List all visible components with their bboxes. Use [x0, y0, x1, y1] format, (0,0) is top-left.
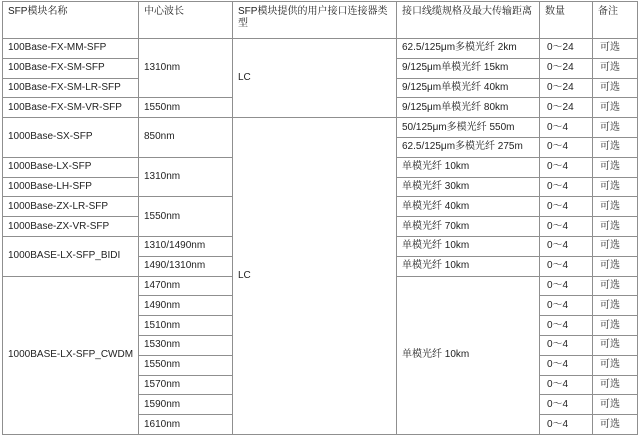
module-name-cell: 1000Base-SX-SFP: [3, 118, 139, 158]
cable-spec-cell: 62.5/125μm多模光纤 2km: [397, 39, 540, 59]
module-name-cell: 100Base-FX-SM-LR-SFP: [3, 78, 139, 98]
header-center-wavelength: 中心波长: [139, 2, 233, 39]
connector-type-cell: LC: [233, 39, 397, 118]
remark-cell: 可选: [593, 316, 638, 336]
cable-spec-cell: 单模光纤 10km: [397, 256, 540, 276]
wavelength-cell: 1570nm: [139, 375, 233, 395]
module-name-cell: 1000Base-ZX-LR-SFP: [3, 197, 139, 217]
module-name-cell: 1000Base-ZX-VR-SFP: [3, 217, 139, 237]
quantity-cell: 0～24: [540, 39, 593, 59]
cable-spec-cell: 单模光纤 10km: [397, 276, 540, 434]
cable-spec-cell: 50/125μm多模光纤 550m: [397, 118, 540, 138]
header-cable-spec-distance: 接口线缆规格及最大传输距离: [397, 2, 540, 39]
wavelength-cell: 1490/1310nm: [139, 256, 233, 276]
remark-cell: 可选: [593, 236, 638, 256]
wavelength-cell: 1590nm: [139, 395, 233, 415]
quantity-cell: 0～24: [540, 78, 593, 98]
module-name-cell: 1000Base-LX-SFP: [3, 157, 139, 177]
cable-spec-cell: 单模光纤 10km: [397, 157, 540, 177]
quantity-cell: 0～24: [540, 58, 593, 78]
sfp-spec-table: [2, 1, 638, 435]
quantity-cell: 0～24: [540, 98, 593, 118]
wavelength-cell: 1530nm: [139, 335, 233, 355]
cable-spec-cell: 9/125μm单模光纤 40km: [397, 78, 540, 98]
table-row: [3, 39, 638, 59]
remark-cell: 可选: [593, 197, 638, 217]
remark-cell: 可选: [593, 78, 638, 98]
module-name-cell: 1000Base-LH-SFP: [3, 177, 139, 197]
header-remark: 备注: [593, 2, 638, 39]
remark-cell: 可选: [593, 98, 638, 118]
quantity-cell: 0～4: [540, 335, 593, 355]
remark-cell: 可选: [593, 415, 638, 435]
quantity-cell: 0～4: [540, 236, 593, 256]
wavelength-cell: 1550nm: [139, 355, 233, 375]
header-module-name: SFP模块名称: [3, 2, 139, 39]
quantity-cell: 0～4: [540, 395, 593, 415]
quantity-cell: 0～4: [540, 276, 593, 296]
header-connector-type: SFP模块提供的用户接口连接器类型: [233, 2, 397, 39]
remark-cell: 可选: [593, 157, 638, 177]
cable-spec-cell: 9/125μm单模光纤 15km: [397, 58, 540, 78]
cable-spec-cell: 62.5/125μm多模光纤 275m: [397, 137, 540, 157]
wavelength-cell: 850nm: [139, 118, 233, 158]
remark-cell: 可选: [593, 296, 638, 316]
remark-cell: 可选: [593, 137, 638, 157]
wavelength-cell: 1610nm: [139, 415, 233, 435]
quantity-cell: 0～4: [540, 375, 593, 395]
cable-spec-cell: 9/125μm单模光纤 80km: [397, 98, 540, 118]
cable-spec-cell: 单模光纤 10km: [397, 236, 540, 256]
quantity-cell: 0～4: [540, 316, 593, 336]
connector-type-cell: LC: [233, 118, 397, 435]
wavelength-cell: 1310nm: [139, 157, 233, 197]
remark-cell: 可选: [593, 256, 638, 276]
remark-cell: 可选: [593, 118, 638, 138]
remark-cell: 可选: [593, 177, 638, 197]
quantity-cell: 0～4: [540, 118, 593, 138]
remark-cell: 可选: [593, 355, 638, 375]
quantity-cell: 0～4: [540, 296, 593, 316]
remark-cell: 可选: [593, 58, 638, 78]
remark-cell: 可选: [593, 39, 638, 59]
remark-cell: 可选: [593, 276, 638, 296]
cable-spec-cell: 单模光纤 30km: [397, 177, 540, 197]
quantity-cell: 0～4: [540, 197, 593, 217]
wavelength-cell: 1310nm: [139, 39, 233, 98]
remark-cell: 可选: [593, 375, 638, 395]
wavelength-cell: 1470nm: [139, 276, 233, 296]
module-name-cell: 100Base-FX-MM-SFP: [3, 39, 139, 59]
module-name-cell: 1000BASE-LX-SFP_CWDM: [3, 276, 139, 434]
wavelength-cell: 1310/1490nm: [139, 236, 233, 256]
remark-cell: 可选: [593, 395, 638, 415]
module-name-cell: 1000BASE-LX-SFP_BIDI: [3, 236, 139, 276]
quantity-cell: 0～4: [540, 355, 593, 375]
cable-spec-cell: 单模光纤 70km: [397, 217, 540, 237]
quantity-cell: 0～4: [540, 217, 593, 237]
module-name-cell: 100Base-FX-SM-SFP: [3, 58, 139, 78]
remark-cell: 可选: [593, 217, 638, 237]
wavelength-cell: 1510nm: [139, 316, 233, 336]
header-quantity: 数量: [540, 2, 593, 39]
header-row: [3, 2, 638, 39]
table-row: [3, 118, 638, 138]
remark-cell: 可选: [593, 335, 638, 355]
module-name-cell: 100Base-FX-SM-VR-SFP: [3, 98, 139, 118]
cable-spec-cell: 单模光纤 40km: [397, 197, 540, 217]
quantity-cell: 0～4: [540, 256, 593, 276]
wavelength-cell: 1490nm: [139, 296, 233, 316]
quantity-cell: 0～4: [540, 177, 593, 197]
quantity-cell: 0～4: [540, 137, 593, 157]
quantity-cell: 0～4: [540, 415, 593, 435]
quantity-cell: 0～4: [540, 157, 593, 177]
wavelength-cell: 1550nm: [139, 197, 233, 237]
wavelength-cell: 1550nm: [139, 98, 233, 118]
